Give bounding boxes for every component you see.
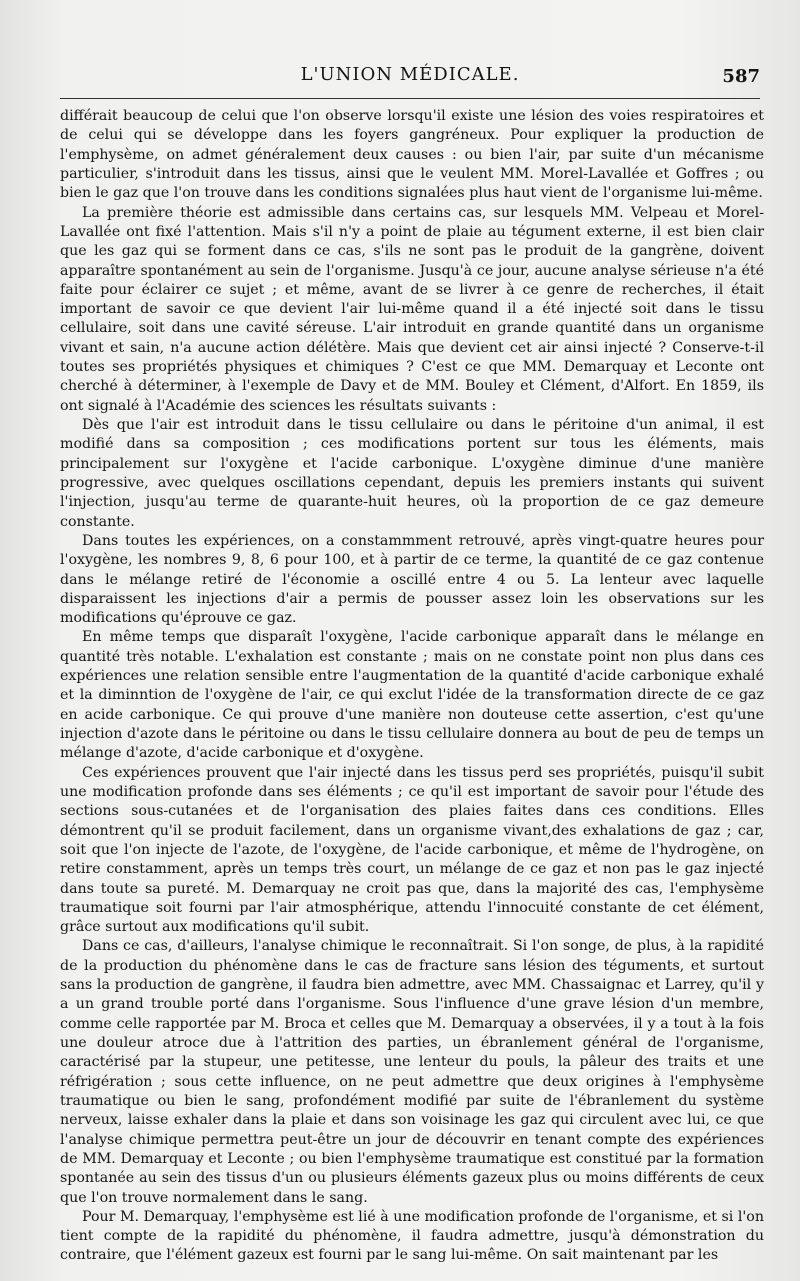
- paragraph: Pour M. Demarquay, l'emphysème est lié à une modification profonde de l'organisme, et si l'on tient compte de la rapidité du phénomène, il faudra admettre, jusqu'à démonstration du contraire, que l'élément gazeux est fourni par le sang lui-même. On sait maintenant par les: [60, 1208, 764, 1264]
- paragraph: En même temps que disparaît l'oxygène, l'acide carbonique apparaît dans le mélange en quantité très notable. L'exhalation est constante ; mais on ne constate point non plus dans ces expériences une relation sensible entre l'augmentation de la quantité d'acide carbonique exhalé et la diminntion de l'oxygène de l'air, ce qui exclut l'idée de la transformation directe de ce gaz en acide carbonique. Ce qui prouve d'une manière non douteuse cette assertion, c'est qu'une injection d'azote dans le péritoine ou dans le tissu cellulaire donnera au bout de peu de temps un mélange d'azote, d'acide carbonique et d'oxygène.: [60, 629, 764, 762]
- paragraph: Dans toutes les expériences, on a constammment retrouvé, après vingt-quatre heures pour l'oxygène, les nombres 9, 8, 6 pour 100, et à partir de ce terme, la quantité de ce gaz contenue dans le mélange retiré de l'économie a oscillé entre 4 ou 5. La lenteur avec laquelle disparaissent les injections d'air a permis de pousser assez loin les observations sur les modifications qu'éprouve ce gaz.: [60, 532, 764, 627]
- header-rule: [60, 98, 760, 99]
- paragraph: Dans ce cas, d'ailleurs, l'analyse chimique le reconnaîtrait. Si l'on songe, de plus, à la rapidité de la production du phénomène dans le cas de fracture sans lésion des téguments, et surtout sans la production de gangrène, il faudra bien admettre, avec MM. Chassaignac et Larrey, qu'il y a un grand trouble porté dans l'organisme. Sous l'influence d'une grave lésion d'un membre, comme celle rapportée par M. Broca et celles que M. Demarquay a observées, il y a tout à la fois une douleur atroce due à l'attrition des parties, un ébranlement général de l'organisme, caractérisé par la stupeur, une petitesse, une lenteur du pouls, la pâleur des traits et une réfrigération ; sous cette influence, on ne peut admettre que deux origines à l'emphysème traumatique ou bien le sang, profondément modifié par suite de l'ébranlement du système nerveux, laisse exhaler dans la plaie et dans son voisinage les gaz qui circulent avec lui, ce que l'analyse chimique permettra peut-être un jour de découvrir en tenant compte des expériences de MM. Demarquay et Leconte ; ou bien l'emphysème traumatique est constitué par la formation spontanée au sein des tissus d'un ou plusieurs éléments gazeux plus ou moins différents de ceux que l'on trouve normalement dans le sang.: [60, 938, 764, 1206]
- page-header: [60, 64, 760, 94]
- page-number: 587: [722, 66, 760, 87]
- article-body: [60, 107, 764, 1266]
- paragraph: Ces expériences prouvent que l'air injecté dans les tissus perd ses propriétés, puisqu'il subit une modification profonde dans ses éléments ; ce qu'il est important de savoir pour l'étude des sections sous-cutanées et de l'organisation des plaies faites dans ces conditions. Elles démontrent qu'il se produit facilement, dans un organisme vivant,des exhalations de gaz ; car, soit que l'on injecte de l'azote, de l'oxygène, de l'acide carbonique, et même de l'hydrogène, on retire constamment, après un temps très court, un mélange de ce gaz et non pas le gaz injecté dans toute sa pureté. M. Demarquay ne croit pas que, dans la majorité des cas, l'emphysème traumatique soit fourni par l'air atmosphérique, attendu l'innocuité constante de cet élément, grâce surtout aux modifications qu'il subit.: [60, 764, 764, 936]
- running-title: L'UNION MÉDICALE.: [300, 64, 520, 85]
- paragraph: La première théorie est admissible dans certains cas, sur lesquels MM. Velpeau et Morel-Lavallée ont fixé l'attention. Mais s'il n'y a point de plaie au tégument externe, il est bien clair que les gaz qui se forment dans ce cas, s'ils ne sont pas le produit de la gangrène, doivent apparaître spontanément au sein de l'organisme. Jusqu'à ce jour, aucune analyse sérieuse n'a été faite pour éclairer ce sujet ; et même, avant de se livrer à ce genre de recherches, il était important de savoir ce que devient l'air lui-même quand il a été injecté soit dans le tissu cellulaire, soit dans une cavité séreuse. L'air introduit en grande quantité dans un organisme vivant et sain, n'a aucune action délétère. Mais que devient cet air ainsi injecté ? Conserve-t-il toutes ses propriétés physiques et chimiques ? C'est ce que MM. Demarquay et Leconte ont cherché à déterminer, à l'exemple de Davy et de MM. Bouley et Clément, d'Alfort. En 1859, ils ont signalé à l'Académie des sciences les résultats suivants :: [60, 204, 764, 414]
- paragraph: différait beaucoup de celui que l'on observe lorsqu'il existe une lésion des voies respiratoires et de celui qui se développe dans les foyers gangréneux. Pour expliquer la production de l'emphysème, on admet généralement deux causes : ou bien l'air, par suite d'un mécanisme particulier, s'introduit dans les tissus, ainsi que le veulent MM. Morel-Lavallée et Goffres ; ou bien le gaz que l'on trouve dans les conditions signalées plus haut vient de l'organisme lui-même.: [60, 108, 764, 202]
- paragraph: Dès que l'air est introduit dans le tissu cellulaire ou dans le péritoine d'un animal, il est modifié dans sa composition ; ces modifications portent sur tous les éléments, mais principalement sur l'oxygène et l'acide carbonique. L'oxygène diminue d'une manière progressive, avec quelques oscillations cependant, depuis les premiers instants qui suivent l'injection, jusqu'au terme de quarante-huit heures, où la proportion de ce gaz demeure constante.: [60, 417, 764, 530]
